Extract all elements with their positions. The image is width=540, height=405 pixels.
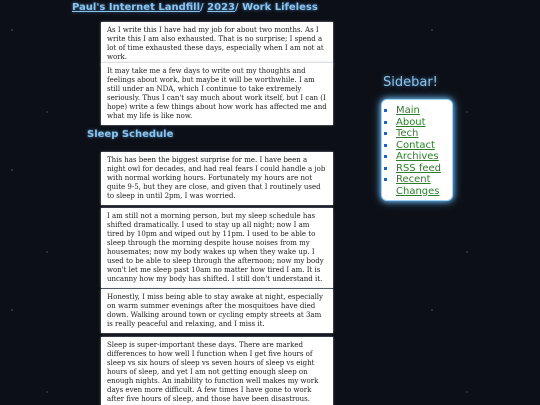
sidebar-link-about[interactable]: About	[396, 116, 426, 128]
paragraph-box	[101, 208, 333, 288]
sidebar-link-archives[interactable]: Archives	[396, 151, 439, 162]
site-home-link[interactable]: Paul's Internet Landfill	[72, 2, 201, 13]
sidebar-link-tech[interactable]: Tech	[396, 128, 419, 139]
sidebar-item-about	[396, 117, 452, 129]
breadcrumb-separator: /	[235, 2, 243, 13]
sidebar-item-recent-changes	[396, 174, 452, 197]
sidebar-item-archives	[396, 151, 452, 163]
paragraph-box	[101, 289, 333, 333]
paragraph-text: As I write this I have had my job for about two months. As I write this I am also exhausted. That is no surprise; I spend a lot of time exhausted these days, especially when I am not at work.	[107, 26, 324, 61]
breadcrumb-separator: /	[200, 2, 208, 13]
sidebar-item-tech	[396, 128, 452, 140]
page-title: Work Lifeless	[242, 2, 318, 13]
paragraph-box	[101, 63, 333, 125]
paragraph-box	[101, 337, 333, 405]
paragraph-text: I am still not a morning person, but my sleep schedule has shifted dramatically. I used to stay up all night; now I am tired by 10pm and wiped out by 11pm. I used to be able to sleep through the morning despite house noises from my housemates; now my body wakes up when they wake up. I used to be able to sleep through the afternoon; now my body won't let me sleep past 10am no matter how tired I am. It is uncanny how my body has shifted. I still don't understand it.	[107, 212, 324, 283]
sidebar-item-contact	[396, 140, 452, 152]
sidebar	[381, 99, 453, 201]
paragraph-box	[101, 22, 333, 66]
paragraph-box	[101, 152, 333, 205]
breadcrumb	[72, 2, 318, 13]
section-heading: Sleep Schedule	[87, 129, 174, 140]
sidebar-link-main[interactable]: Main	[396, 105, 420, 116]
sidebar-item-main	[396, 105, 452, 117]
sidebar-item-rss-feed	[396, 163, 452, 175]
sidebar-link-rss-feed[interactable]: RSS feed	[396, 162, 441, 174]
sidebar-title: Sidebar!	[383, 75, 438, 90]
paragraph-text: It may take me a few days to write out my thoughts and feelings about work, but maybe it will be worthwhile. I am still under an NDA, which I continue to take extremely seriously. Thus I can't say much about work itself, but I can (I hope) write a few things about how work has affected me and what my life is like now.	[107, 67, 327, 120]
paragraph-text: Sleep is super-important these days. There are marked differences to how well I function when I get five hours of sleep vs six hours of sleep vs seven hours of sleep vs eight hours of sleep, and yet I am not getting enough sleep on enough nights. An inability to function well makes my work days even more difficult. A few times I have gone to work after five hours of sleep, and those have been disastrous.	[107, 341, 319, 403]
paragraph-text: This has been the biggest surprise for me. I have been a night owl for decades, and had real fears I could handle a job with normal working hours. Fortunately my hours are not quite 9-5, but they are close, and given that I routinely used to sleep in until 2pm, I was worried.	[107, 156, 326, 200]
sidebar-link-contact[interactable]: Contact	[396, 139, 435, 151]
sidebar-link-recent-changes[interactable]: Recent Changes	[396, 174, 440, 197]
sidebar-nav-list	[382, 100, 452, 197]
year-link[interactable]: 2023	[207, 2, 235, 13]
paragraph-text: Honestly, I miss being able to stay awake at night, especially on warm summer evenings after the mosquitoes have died down. Walking around town or cycling empty streets at 3am is really peaceful and relaxing, and I miss it.	[107, 293, 323, 328]
